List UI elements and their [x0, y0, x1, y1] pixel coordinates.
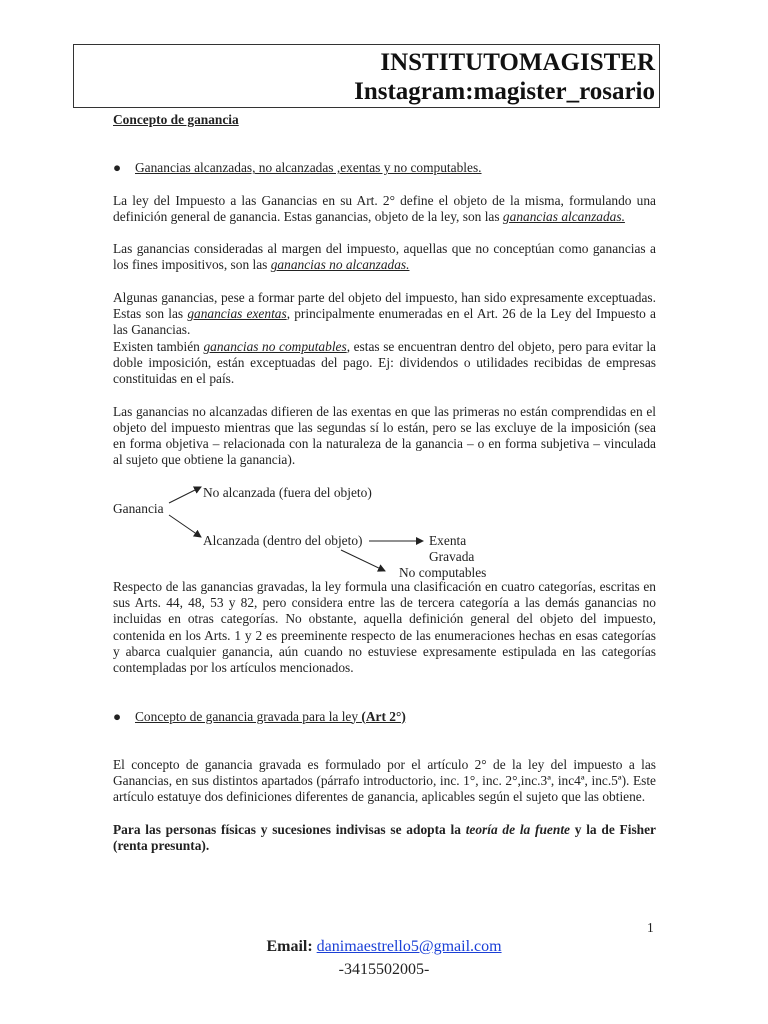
paragraph-7: El concepto de ganancia gravada es formulado por el artículo 2° de la ley del impuesto a las Ganancias, en sus distintos apartados (párrafo introductorio, inc. 1°, inc. 2°,inc.3ª, inc4ª, inc.5ª). Este artículo estatuye dos definiciones diferentes de ganancia, aplicables según el sujeto que las obtiene.	[113, 756, 656, 805]
bullet-heading-2-label: Concepto de ganancia gravada para la ley	[135, 708, 362, 724]
instagram-handle: Instagram:magister_rosario	[354, 78, 655, 105]
paragraph-4-text-a: Existen también	[113, 338, 204, 354]
section-title: Concepto de ganancia	[113, 112, 239, 127]
bullet-heading-1-text: Ganancias alcanzadas, no alcanzadas ,exentas y no computables.	[135, 160, 482, 176]
arrow-to-no-alcanzada	[169, 487, 201, 503]
bullet-heading-2-text	[135, 709, 406, 724]
paragraph-1	[113, 193, 656, 226]
paragraph-5: Las ganancias no alcanzadas difieren de las exentas en que las primeras no están comprendidas en el objeto del impuesto mientras que las segundas sí lo están, pero se las excluye de la imposición (sea en forma objetiva – relacionada con la naturaleza de la ganancia – o en forma subjetiva – vinculada al sujeto que obtiene la ganancia).	[113, 403, 656, 468]
diagram-root-ganancia: Ganancia	[113, 500, 164, 516]
footer-email-line	[0, 938, 768, 956]
arrow-to-no-computables	[341, 550, 385, 571]
paragraph-3	[113, 290, 656, 339]
document-body	[113, 112, 656, 854]
paragraph-3-text-b: , principalmente enumeradas en el Art. 26 de la Ley del Impuesto a las Ganancias.	[113, 306, 656, 338]
paragraph-3-emphasis: ganancias exentas	[187, 306, 287, 322]
email-label: Email:	[266, 938, 313, 955]
paragraph-8-text-a: Para las personas físicas y sucesiones indivisas se adopta la	[113, 821, 466, 837]
diagram-alcanzada: Alcanzada (dentro del objeto)	[203, 532, 363, 548]
ganancia-classification-diagram	[113, 485, 656, 579]
paragraph-2-text: Las ganancias consideradas al margen del impuesto, aquellas que no conceptúan como ganancias a los fines impositivos, son las	[113, 241, 656, 273]
paragraph-1-text: La ley del Impuesto a las Ganancias en su Art. 2° define el objeto de la misma, formulando una definición general de ganancia. Estas ganancias, objeto de la ley, son las	[113, 192, 656, 224]
bullet-icon: ●	[113, 160, 122, 176]
paragraph-3-text-a: Algunas ganancias, pese a formar parte del objeto del impuesto, han sido expresamente exceptuadas. Estas son las	[113, 289, 656, 322]
bullet-icon: ●	[113, 708, 122, 724]
paragraph-1-emphasis: ganancias alcanzadas.	[502, 208, 625, 224]
diagram-exenta: Exenta	[429, 532, 467, 548]
page-number: 1	[647, 920, 654, 935]
paragraph-8-emphasis: teoría de la fuente	[465, 821, 570, 837]
header-box	[73, 44, 660, 108]
bullet-heading-2-article: (Art 2°)	[361, 708, 406, 724]
bullet-heading-2	[113, 709, 656, 725]
paragraph-8	[113, 822, 656, 855]
diagram-no-alcanzada: No alcanzada (fuera del objeto)	[203, 484, 372, 500]
bullet-heading-1	[113, 160, 656, 176]
arrow-to-alcanzada	[169, 515, 201, 537]
paragraph-8-text-b: y la de Fisher (renta presunta).	[113, 821, 656, 854]
diagram-arrows	[113, 485, 656, 579]
paragraph-4-text-b: , estas se encuentran dentro del objeto, pero para evitar la doble imposición, están exceptuadas del pago. Ej: dividendos o utilidades recibidas de empresas constituidas en el país.	[113, 338, 656, 387]
paragraph-4-emphasis: ganancias no computables	[203, 338, 347, 354]
institute-name: INSTITUTOMAGISTER	[380, 49, 655, 76]
paragraph-2-emphasis: ganancias no alcanzadas.	[270, 257, 410, 273]
paragraph-6: Respecto de las ganancias gravadas, la ley formula una clasificación en cuatro categorías, escritas en sus Arts. 44, 48, 53 y 82, pero considera entre las de tercera categoría a las demás ganancias no incluidas en otras categorías. No obstante, aquella definición general del objeto del impuesto, contenida en los Arts. 1 y 2 es preeminente respecto de las enumeraciones hechas en esas categorías y abarca cualquier ganancia, aún cuando no estuviese expresamente estipulada en las categorías contempladas por los artículos mencionados.	[113, 578, 656, 676]
footer-phone: -3415502005-	[338, 961, 430, 978]
paragraph-4	[113, 339, 656, 388]
diagram-no-computables: No computables	[399, 564, 487, 580]
diagram-gravada: Gravada	[429, 548, 475, 564]
paragraph-2	[113, 241, 656, 274]
email-link[interactable]: danimaestrello5@gmail.com	[316, 938, 502, 955]
